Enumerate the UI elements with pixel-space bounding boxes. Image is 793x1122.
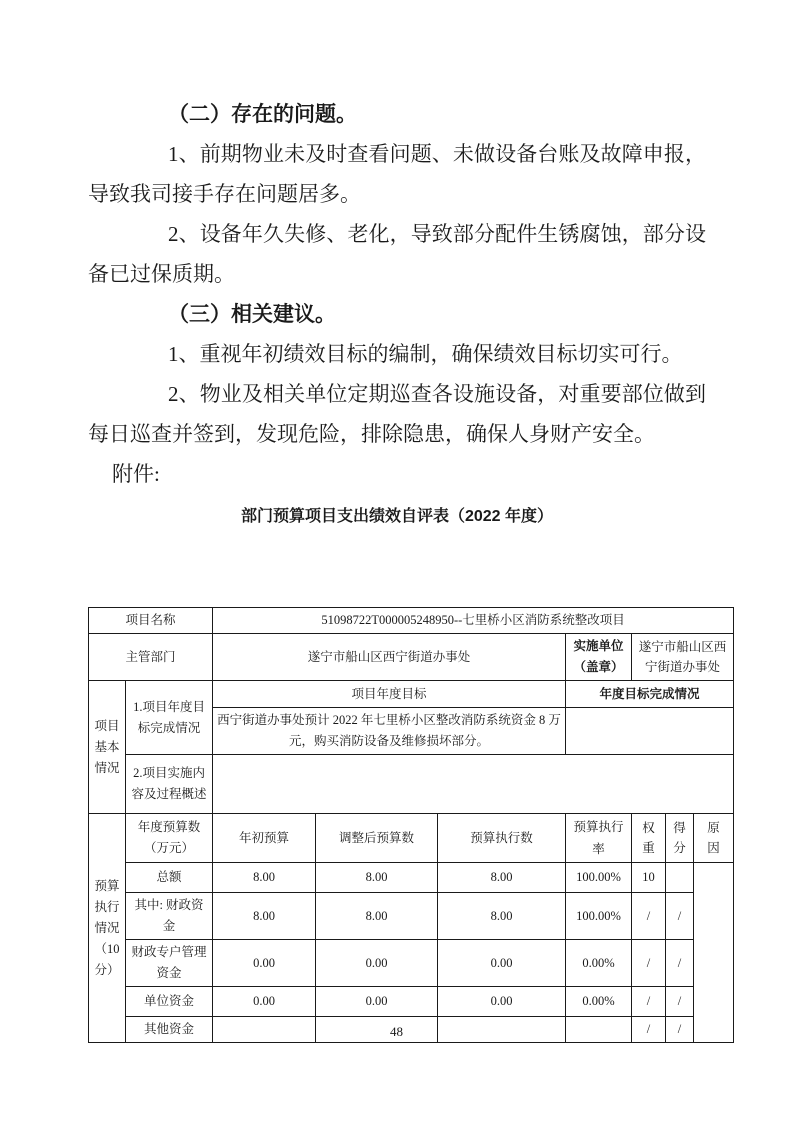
budget-cell-weight: / [632, 1017, 666, 1043]
paragraph-problem-1: 1、前期物业未及时查看问题、未做设备台账及故障申报，导致我司接手存在问题居多。 [88, 142, 706, 206]
budget-row-special-account [89, 940, 734, 987]
budget-cell-score: / [666, 1017, 694, 1043]
budget-header-score-text: 得分 [673, 820, 686, 855]
budget-row-total [89, 863, 734, 893]
budget-cell-weight: 10 [632, 863, 666, 893]
budget-header-adjusted-cell: 调整后预算数 [316, 814, 438, 863]
budget-cell-initial: 8.00 [213, 863, 316, 893]
paragraph-suggestion-1: 1、重视年初绩效目标的编制，确保绩效目标切实可行。 [168, 342, 683, 366]
budget-cell-rate: 0.00% [566, 940, 632, 987]
budget-header-reason-cell [694, 814, 734, 863]
budget-cell-label: 其中: 财政资金 [126, 893, 213, 940]
goal-completion-value-cell [566, 708, 734, 755]
budget-header-rate-cell: 预算执行率 [566, 814, 632, 863]
paragraph-problem-2: 2、设备年久失修、老化，导致部分配件生锈腐蚀，部分设备已过保质期。 [88, 222, 706, 286]
budget-cell-adjusted: 8.00 [316, 863, 438, 893]
annual-goal-text-cell: 西宁街道办事处预计 2022 年七里桥小区整改消防系统资金 8 万元，购买消防设备及维修损坏部分。 [213, 708, 566, 755]
budget-cell-adjusted: 0.00 [316, 987, 438, 1017]
table-row [89, 608, 734, 634]
budget-cell-weight: / [632, 940, 666, 987]
section-heading-suggestions: （三）相关建议。 [168, 302, 336, 326]
table-row [89, 755, 734, 814]
implementation-value-cell [213, 755, 734, 814]
budget-cell-adjusted: 0.00 [316, 940, 438, 987]
table-row [89, 814, 734, 863]
project-name-value-cell: 51098722T000005248950--七里桥小区消防系统整改项目 [213, 608, 734, 634]
budget-cell-score: / [666, 987, 694, 1017]
budget-cell-executed: 8.00 [438, 893, 566, 940]
budget-cell-label: 总额 [126, 863, 213, 893]
implementing-unit-value-cell: 遂宁市船山区西宁街道办事处 [632, 634, 734, 681]
implementation-section-cell: 2.项目实施内容及过程概述 [126, 755, 213, 814]
table-row [89, 681, 734, 708]
budget-header-reason-text: 原因 [707, 820, 720, 855]
budget-header-executed-cell: 预算执行数 [438, 814, 566, 863]
budget-cell-executed: 0.00 [438, 987, 566, 1017]
department-label-cell: 主管部门 [89, 634, 213, 681]
budget-cell-adjusted: 8.00 [316, 893, 438, 940]
table-row [89, 634, 734, 681]
implementing-unit-label-cell: 实施单位（盖章） [566, 634, 632, 681]
annual-goal-header-cell: 项目年度目标 [213, 681, 566, 708]
department-value-cell: 遂宁市船山区西宁街道办事处 [213, 634, 566, 681]
budget-header-initial-cell: 年初预算 [213, 814, 316, 863]
paragraph-suggestion-2: 2、物业及相关单位定期巡查各设施设备，对重要部位做到每日巡查并签到，发现危险，排除隐患，确保人身财产安全。 [88, 382, 706, 446]
budget-header-score-cell [666, 814, 694, 863]
budget-section-label-cell: 预算执行情况（10分） [89, 814, 126, 1043]
budget-cell-executed: 0.00 [438, 940, 566, 987]
budget-cell-initial: 0.00 [213, 940, 316, 987]
budget-row-unit-funds [89, 987, 734, 1017]
attachment-title: 部门预算项目支出绩效自评表（2022 年度） [240, 508, 554, 525]
budget-cell-score: / [666, 893, 694, 940]
section-heading-problems: （二）存在的问题。 [168, 102, 357, 126]
goal-completion-header-cell: 年度目标完成情况 [566, 681, 734, 708]
page-number: 48 [390, 1024, 403, 1039]
budget-cell-score [666, 863, 694, 893]
budget-cell-weight: / [632, 987, 666, 1017]
budget-header-weight-text: 权重 [642, 820, 655, 855]
self-evaluation-table [88, 607, 734, 1043]
budget-cell-rate: 0.00% [566, 987, 632, 1017]
budget-cell-weight: / [632, 893, 666, 940]
budget-cell-label: 其他资金 [126, 1017, 213, 1043]
budget-row-fiscal-funds [89, 893, 734, 940]
budget-cell-label: 财政专户管理资金 [126, 940, 213, 987]
budget-cell-initial: 0.00 [213, 987, 316, 1017]
annual-goal-section-cell: 1.项目年度目标完成情况 [126, 681, 213, 755]
budget-reason-value-cell [694, 863, 734, 1043]
basic-info-label-cell: 项目基本情况 [89, 681, 126, 814]
project-name-label-cell: 项目名称 [89, 608, 213, 634]
budget-cell-initial: 8.00 [213, 893, 316, 940]
budget-cell-label: 单位资金 [126, 987, 213, 1017]
budget-header-weight-cell [632, 814, 666, 863]
budget-cell-score: / [666, 940, 694, 987]
budget-cell-rate: 100.00% [566, 893, 632, 940]
attachment-label: 附件: [112, 462, 160, 486]
budget-cell-executed: 8.00 [438, 863, 566, 893]
body-text-block [88, 94, 706, 532]
budget-cell-rate: 100.00% [566, 863, 632, 893]
budget-header-annual-cell: 年度预算数（万元） [126, 814, 213, 863]
